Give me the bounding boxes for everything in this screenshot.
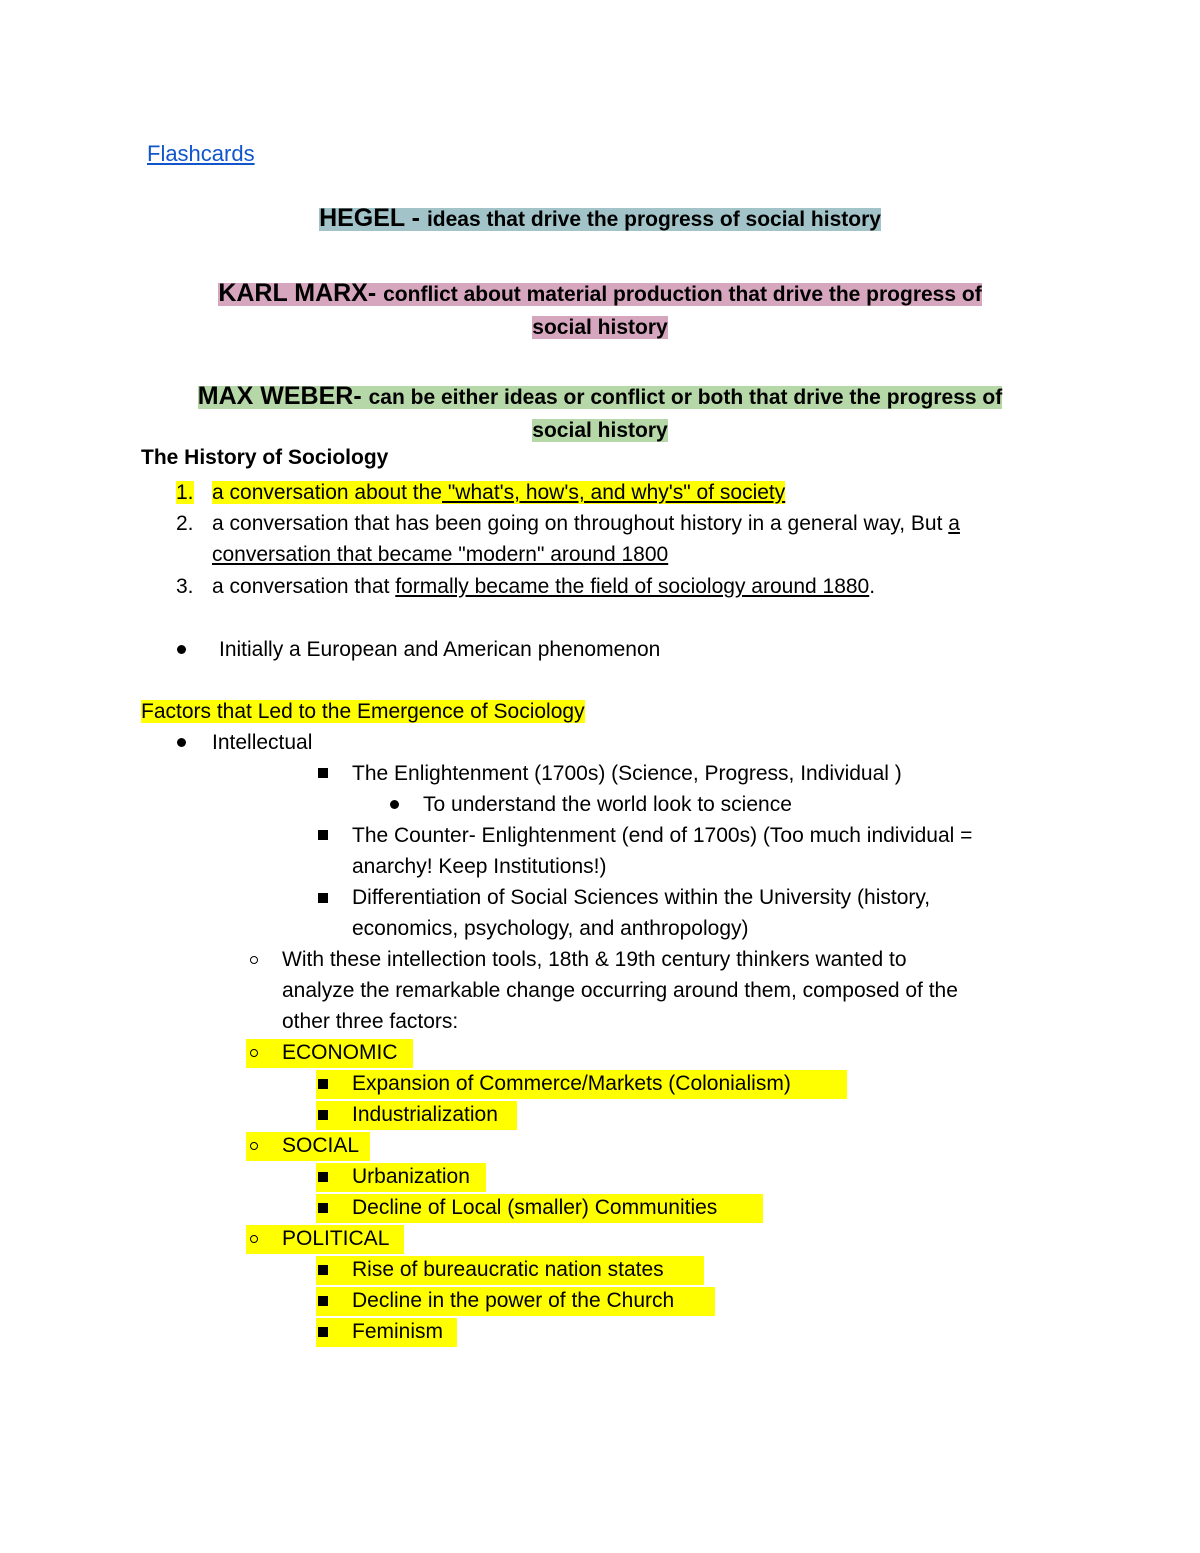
hegel-name: HEGEL -	[319, 204, 427, 232]
economic-item: Industrialization	[352, 1103, 498, 1126]
history-heading: The History of Sociology	[141, 446, 389, 469]
bullet-square	[318, 1172, 328, 1182]
weber-definition	[140, 380, 1060, 447]
bullet-circle	[250, 956, 258, 964]
hegel-definition	[140, 202, 1060, 236]
list-number: 3.	[176, 575, 194, 598]
bullet-dot	[177, 645, 186, 654]
differentiation-continuation: economics, psychology, and anthropology)	[352, 917, 749, 940]
differentiation-item: Differentiation of Social Sciences within the University (history,	[352, 886, 931, 909]
marx-text-line2: social history	[532, 316, 668, 339]
bullet-square	[318, 830, 328, 840]
list-item: a conversation that formally became the field of sociology around 1880.	[212, 575, 876, 598]
bullet-dot	[390, 800, 399, 809]
list-item-continuation: conversation that became "modern" around 1800	[212, 543, 669, 566]
bullet-circle	[250, 1142, 258, 1150]
bullet-square	[318, 1265, 328, 1275]
summary-line: analyze the remarkable change occurring around them, composed of the	[282, 979, 958, 1002]
factors-heading: Factors that Led to the Emergence of Sociology	[141, 700, 585, 723]
economic-label: ECONOMIC	[282, 1041, 398, 1064]
marx-definition	[140, 277, 1060, 344]
initially-text: Initially a European and American phenomenon	[219, 638, 661, 661]
list-item: a conversation that has been going on throughout history in a general way, But a	[212, 512, 960, 535]
summary-line: With these intellection tools, 18th & 19th century thinkers wanted to	[282, 948, 907, 971]
counter-enlightenment-item: The Counter- Enlightenment (end of 1700s) (Too much individual =	[352, 824, 973, 847]
flashcards-link[interactable]: Flashcards	[147, 141, 255, 166]
bullet-square	[318, 1203, 328, 1213]
political-item: Feminism	[352, 1320, 444, 1343]
list-number: 2.	[176, 512, 194, 535]
economic-item: Expansion of Commerce/Markets (Colonialism)	[352, 1072, 791, 1095]
summary-line: other three factors:	[282, 1010, 459, 1033]
hegel-text: ideas that drive the progress of social history	[426, 208, 881, 231]
bullet-circle	[250, 1049, 258, 1057]
bullet-square	[318, 1296, 328, 1306]
bullet-circle	[250, 1235, 258, 1243]
weber-text-line2: social history	[532, 419, 668, 442]
bullet-square	[318, 1327, 328, 1337]
social-label: SOCIAL	[282, 1134, 360, 1157]
intellectual-label: Intellectual	[212, 731, 313, 754]
bullet-square	[318, 1079, 328, 1089]
bullet-square	[318, 893, 328, 903]
social-item: Decline of Local (smaller) Communities	[352, 1196, 718, 1219]
political-item: Decline in the power of the Church	[352, 1289, 675, 1312]
bullet-square	[318, 1110, 328, 1120]
marx-name: KARL MARX-	[218, 279, 384, 307]
weber-text-line1: can be either ideas or conflict or both that drive the progress of	[368, 386, 1003, 409]
political-item: Rise of bureaucratic nation states	[352, 1258, 664, 1281]
marx-text-line1: conflict about material production that drive the progress of	[383, 283, 982, 306]
enlightenment-item: The Enlightenment (1700s) (Science, Progress, Individual )	[352, 762, 902, 785]
counter-enlightenment-continuation: anarchy! Keep Institutions!)	[352, 855, 607, 878]
science-item: To understand the world look to science	[423, 793, 792, 816]
bullet-square	[318, 768, 328, 778]
political-label: POLITICAL	[282, 1227, 390, 1250]
social-item: Urbanization	[352, 1165, 470, 1188]
bullet-dot	[177, 738, 186, 747]
list-item: a conversation about the "what's, how's, and why's" of society	[212, 481, 786, 504]
weber-name: MAX WEBER-	[197, 382, 369, 410]
list-number: 1.	[176, 481, 194, 504]
